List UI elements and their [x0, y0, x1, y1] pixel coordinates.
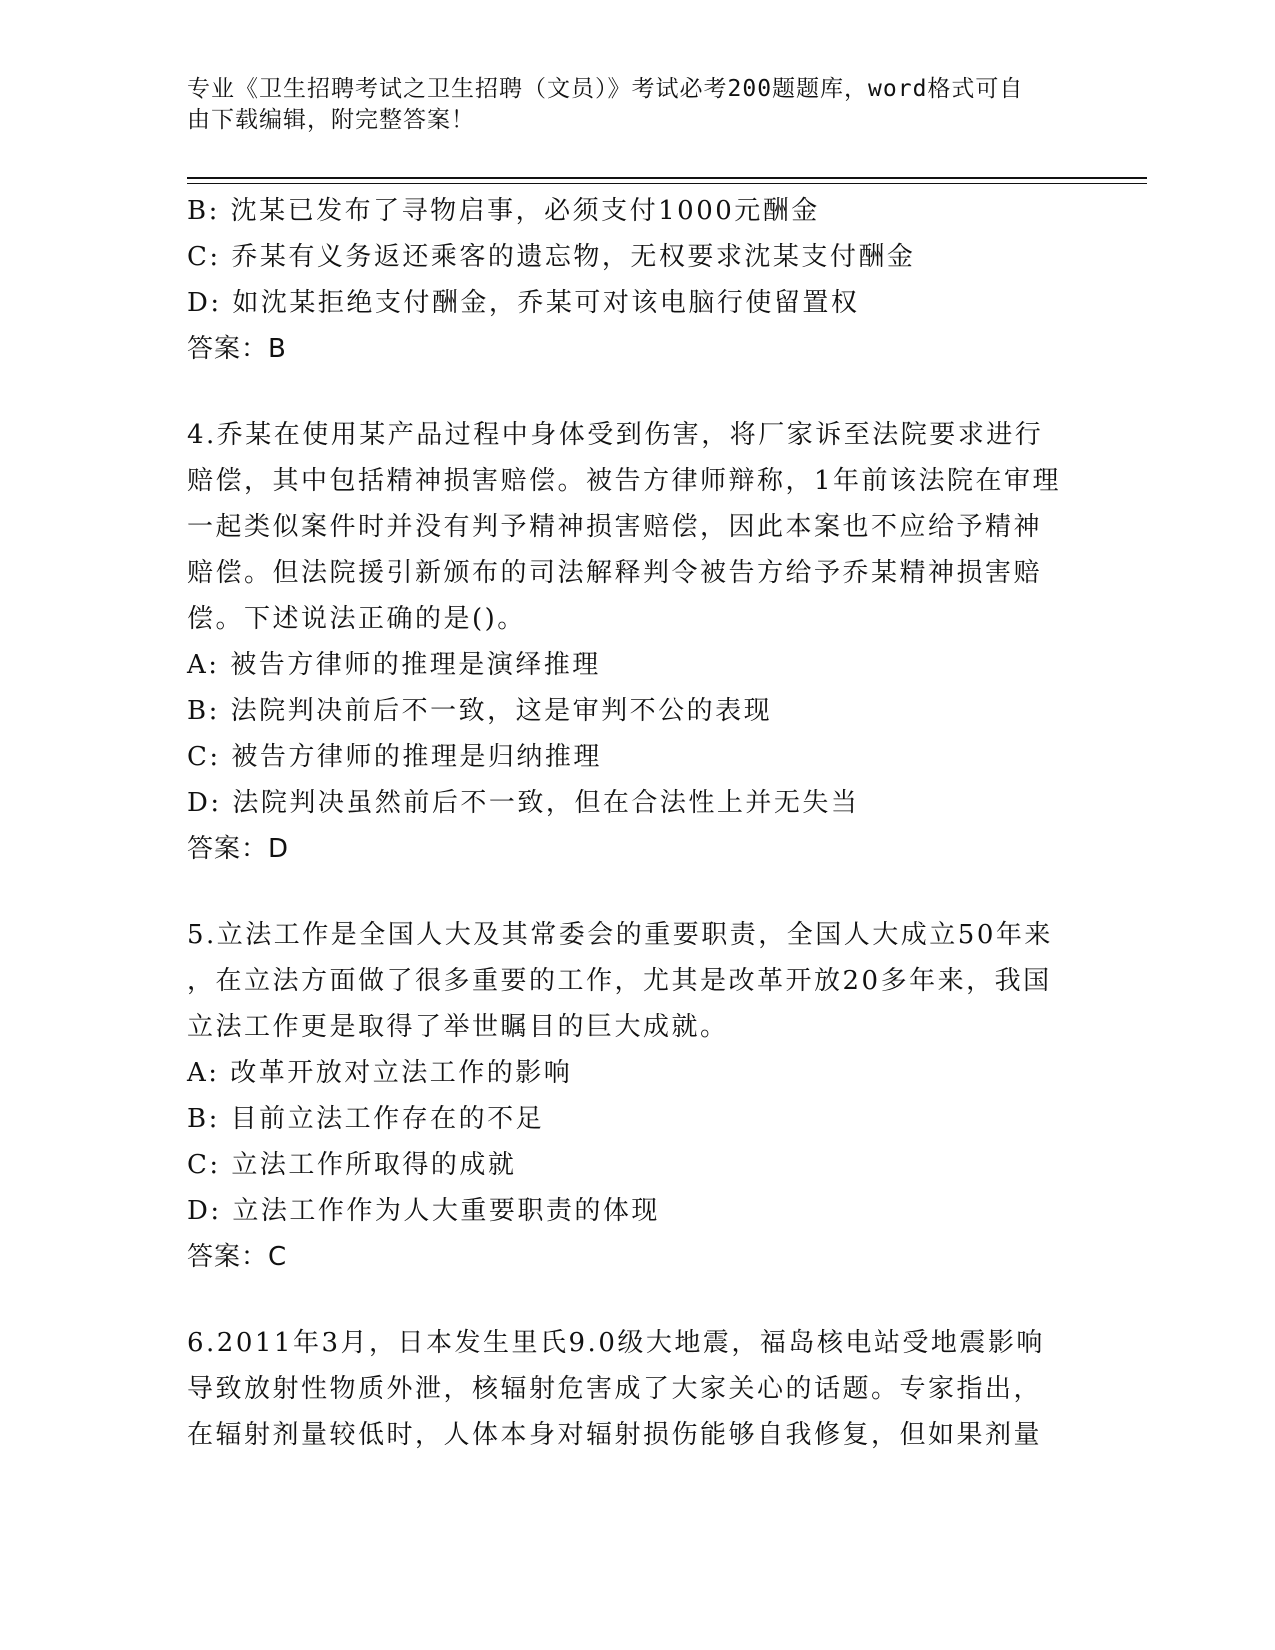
option-c: C: 立法工作所取得的成就: [187, 1150, 517, 1180]
spacer: [187, 1280, 1087, 1320]
spacer: [187, 872, 1087, 912]
answer-line: 答案：C: [187, 1242, 288, 1272]
question-3-tail: [187, 188, 1087, 372]
option-d: D: 如沈某拒绝支付酬金，乔某可对该电脑行使留置权: [187, 288, 860, 318]
question-5: [187, 912, 1087, 1280]
question-stem-line: 在辐射剂量较低时，人体本身对辐射损伤能够自我修复，但如果剂量: [187, 1420, 1043, 1450]
question-stem-line: ，在立法方面做了很多重要的工作，尤其是改革开放20多年来，我国: [187, 966, 1052, 996]
question-stem-line: 导致放射性物质外泄，核辐射危害成了大家关心的话题。专家指出，: [187, 1374, 1043, 1404]
option-a: A: 被告方律师的推理是演绎推理: [187, 650, 601, 680]
header-line: 专业《卫生招聘考试之卫生招聘（文员）》考试必考200题题库，word格式可自: [187, 76, 1024, 102]
option-a: A: 改革开放对立法工作的影响: [187, 1058, 573, 1088]
question-4: [187, 412, 1087, 872]
question-stem-line: 赔偿。但法院援引新颁布的司法解释判令被告方给予乔某精神损害赔: [187, 558, 1043, 588]
option-c: C: 被告方律师的推理是归纳推理: [187, 742, 602, 772]
spacer: [187, 372, 1087, 412]
question-stem-line: 4.乔某在使用某产品过程中身体受到伤害，将厂家诉至法院要求进行: [187, 420, 1044, 450]
option-d: D: 立法工作作为人大重要职责的体现: [187, 1196, 660, 1226]
question-stem-line: 赔偿，其中包括精神损害赔偿。被告方律师辩称，1年前该法院在审理: [187, 466, 1062, 496]
header-line: 由下载编辑，附完整答案！: [187, 107, 475, 133]
option-d: D: 法院判决虽然前后不一致，但在合法性上并无失当: [187, 788, 860, 818]
option-b: B: 目前立法工作存在的不足: [187, 1104, 545, 1134]
header-rule-thin: [187, 183, 1147, 184]
option-b: B: 沈某已发布了寻物启事，必须支付1000元酬金: [187, 196, 820, 226]
question-6: [187, 1320, 1087, 1458]
option-b: B: 法院判决前后不一致，这是审判不公的表现: [187, 696, 773, 726]
question-stem-line: 偿。下述说法正确的是()。: [187, 604, 526, 634]
page-header: [187, 74, 1067, 136]
answer-line: 答案：B: [187, 334, 287, 364]
question-stem-line: 6.2011年3月，日本发生里氏9.0级大地震，福岛核电站受地震影响: [187, 1328, 1045, 1358]
answer-line: 答案：D: [187, 834, 290, 864]
question-content: [187, 188, 1087, 1458]
question-stem-line: 5.立法工作是全国人大及其常委会的重要职责，全国人大成立50年来: [187, 920, 1053, 950]
question-stem-line: 一起类似案件时并没有判予精神损害赔偿，因此本案也不应给予精神: [187, 512, 1043, 542]
question-stem-line: 立法工作更是取得了举世瞩目的巨大成就。: [187, 1012, 729, 1042]
header-rule-thick: [187, 177, 1147, 179]
option-c: C: 乔某有义务返还乘客的遗忘物，无权要求沈某支付酬金: [187, 242, 916, 272]
